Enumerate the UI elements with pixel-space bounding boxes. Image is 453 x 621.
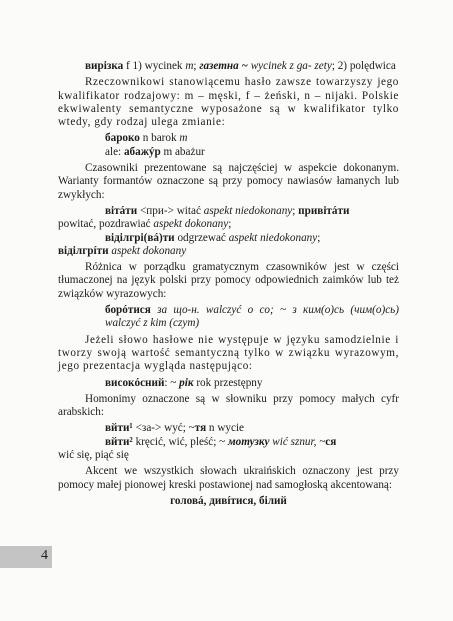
gloss-text: wić się, piąć się (58, 449, 129, 462)
example-line (58, 232, 399, 245)
example-line (105, 146, 399, 159)
example-phrase (58, 377, 399, 390)
headword: абажýр (123, 145, 161, 158)
gloss-text: powitać, pozdrawiać (58, 218, 154, 231)
example-line (58, 449, 399, 462)
phrase-translation: wić sznur, ~ (269, 435, 326, 448)
gender-marker: m (185, 60, 194, 72)
phrase-translation-cont: zety (314, 60, 332, 72)
accent-words: головá, дивíтися, білий (170, 494, 287, 507)
paragraph-grammar: Różnica w porządku gramatycznym czasowników jest w części tłumaczonej na język polski przy pomocy odpowiednich zaimków lub też związków wyrazowych: (58, 261, 399, 300)
phrase-headword: мотузку (228, 435, 270, 448)
separator: ; (317, 231, 321, 244)
example-verbs (58, 205, 399, 258)
example-line (105, 132, 399, 145)
gender-marker: m (179, 132, 188, 145)
gloss-text: n barok (139, 132, 180, 145)
gloss-text: kręcić, wić, pleść; ~ (132, 435, 228, 448)
aspect-label: aspekt niedokonany (203, 204, 293, 217)
aspect-label: aspekt dokonany (153, 218, 229, 231)
phrase-translation: за що-н. walczyć o co; ~ з ким(о)сь (чим(о)сь) walczyć z kim (czym) (105, 304, 399, 330)
phrase-headword: газетна ~ (199, 60, 248, 72)
suffix: тя (194, 422, 207, 435)
page-number: 4 (41, 548, 48, 563)
example-homonyms (58, 422, 399, 462)
headword: вйти² (105, 435, 133, 448)
example-grammar (58, 304, 399, 331)
gloss-text: <за-> wyć; ~ (132, 422, 195, 435)
phrase-translation: wycinek z ga- (247, 60, 312, 72)
gloss-text: rok przestępny (193, 376, 263, 389)
headword: високóсний (105, 376, 165, 389)
suffix: ся (325, 435, 337, 448)
example-line (58, 218, 399, 231)
example-line (58, 205, 399, 218)
entry-example-virizka (58, 60, 399, 73)
example-line (58, 422, 399, 435)
headword: вітáти (105, 204, 138, 217)
gloss-text: odgrzewać (174, 231, 229, 244)
paragraph-verbs: Czasowniki prezentowane są najczęściej w aspekcie dokonanym. Warianty formantów oznaczone są przy pomocy nawiasów łamanych lub zwykłych: (58, 162, 399, 201)
headword: борóтися (105, 304, 151, 317)
page-number-tab (0, 546, 52, 568)
gloss-text: m abażur (160, 145, 205, 158)
separator: ; (193, 60, 200, 72)
headword: вирізка (85, 60, 124, 72)
paragraph-gender: Rzeczownikowi stanowiącemu hasło zawsze towarzyszy jego kwalifikator rodzajowy: m – męski, f – żeński, n – nijaki. Polskie ekwiwalenty semantyczne wyposażone są w kwalifikator tylko wtedy, gdy rodzaj ulega zmianie: (58, 76, 399, 129)
headword: віділгрíти (58, 244, 109, 257)
headword: віділгрі(вá)ти (105, 231, 175, 244)
separator: : ~ (164, 376, 180, 389)
example-line (105, 304, 399, 329)
headword: бароко (105, 132, 140, 145)
example-gender (58, 132, 399, 159)
conjunction: ale: (105, 145, 124, 158)
gloss-text: n wycie (206, 422, 245, 435)
gloss-text: f 1) wycinek (123, 60, 186, 72)
example-line (58, 245, 399, 258)
aspect-label: aspekt niedokonany (228, 231, 318, 244)
gloss-text-2: ; 2) polędwica (331, 60, 396, 72)
phrase-headword: рік (179, 376, 194, 389)
page-content (58, 60, 399, 511)
paragraph-accent: Akcent we wszystkich słowach ukraińskich oznaczony jest przy pomocy małej pionowej kreski postawionej nad samogłoską akcentowaną: (58, 465, 399, 491)
paragraph-phrase: Jeżeli słowo hasłowe nie występuje w języku samodzielnie i tworzy swoją wartość semantyczną tylko w związku wyrazowym, jego prezentacja wygląda następująco: (58, 333, 399, 373)
separator: ; (228, 218, 232, 231)
example-line (105, 377, 263, 389)
paragraph-homonyms: Homonimy oznaczone są w słowniku przy pomocy małych cyfr arabskich: (58, 392, 399, 419)
separator: ; (292, 204, 299, 217)
example-accent (58, 495, 399, 508)
headword: привітáти (298, 204, 350, 217)
aspect-label: aspekt dokonany (108, 244, 187, 257)
gloss-text: <при-> witać (137, 204, 204, 217)
example-line (58, 436, 399, 449)
headword: вйти¹ (105, 422, 133, 435)
